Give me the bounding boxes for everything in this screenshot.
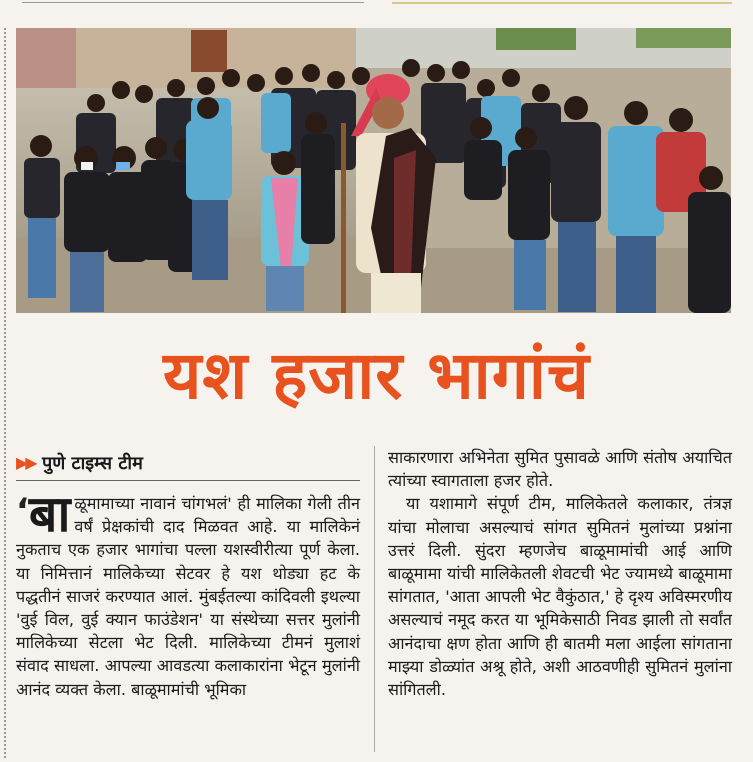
byline-block [16,448,360,478]
column-1-text: ळूमामाच्या नावानं चांगभलं' ही मालिका गेली तीन वर्षं प्रेक्षकांची दाद मिळवत आहे. या मालिकेनं नुकताच एक हजार भागांचा पल्ला यशस्वीरीत्या पूर्ण केला. या निमित्तानं मालिकेच्या सेटवर हे यश थोड्या हट के पद्धतीनं साजरं करण्यात आलं. मुंबईतल्या कांदिवली इथल्या 'वुई विल, वुई क्यान फाउंडेशन' या संस्थेच्या सत्तर मुलांनी मालिकेच्या सेटला भेट दिली. मालिकेच्या टीमनं मुलाशं संवाद साधला. आपल्या आवडत्या कलाकारांना भेटून मुलांनी आनंद व्यक्त केला. बाळूमामांची भूमिका [16,494,360,699]
group-photo-illustration [16,28,731,313]
column-divider [374,446,375,752]
headline: यश हजार भागांचं [163,337,590,414]
byline-rule [16,480,360,481]
dropcap: बा [28,485,71,543]
column-1 [16,485,360,701]
top-rule-right [392,2,732,4]
byline: पुणे टाइम्स टीम [42,453,143,474]
group-photo [16,28,731,313]
byline-arrow-icon: ▶▶ [16,453,35,472]
column-2 [388,446,732,701]
opening-quote-icon: ‘ [16,491,29,531]
top-rule-left [22,2,364,3]
column-2-paragraph-2: या यशामागे संपूर्ण टीम, मालिकेतले कलाकार, तंत्रज्ञ यांचा मोलाचा असल्याचं सांगत सुमितनं मुलांच्या प्रश्नांना उत्तरं दिली. सुंदरा म्हणजेच बाळूमामांची आई आणि बाळूमामा यांची मालिकेतली शेवटची भेट ज्यामध्ये बाळूमामा सांगतात, 'आता आपली भेट वैकुंठात,' हे दृश्य अविस्मरणीय असल्याचं नमूद करत या भूमिकेसाठी निवड झाली तो सर्वांत आनंदाचा क्षण होता आणि ही बातमी मला आईला सांगताना माझ्या डोळ्यांत अश्रू होते, अशी आठवणीही सुमितनं मुलांना सांगितली. [388,494,732,700]
column-2-paragraph-1: साकारणारा अभिनेता सुमित पुसावळे आणि संतोष अयाचित त्यांच्या स्वागताला हजर होते. [388,448,732,491]
